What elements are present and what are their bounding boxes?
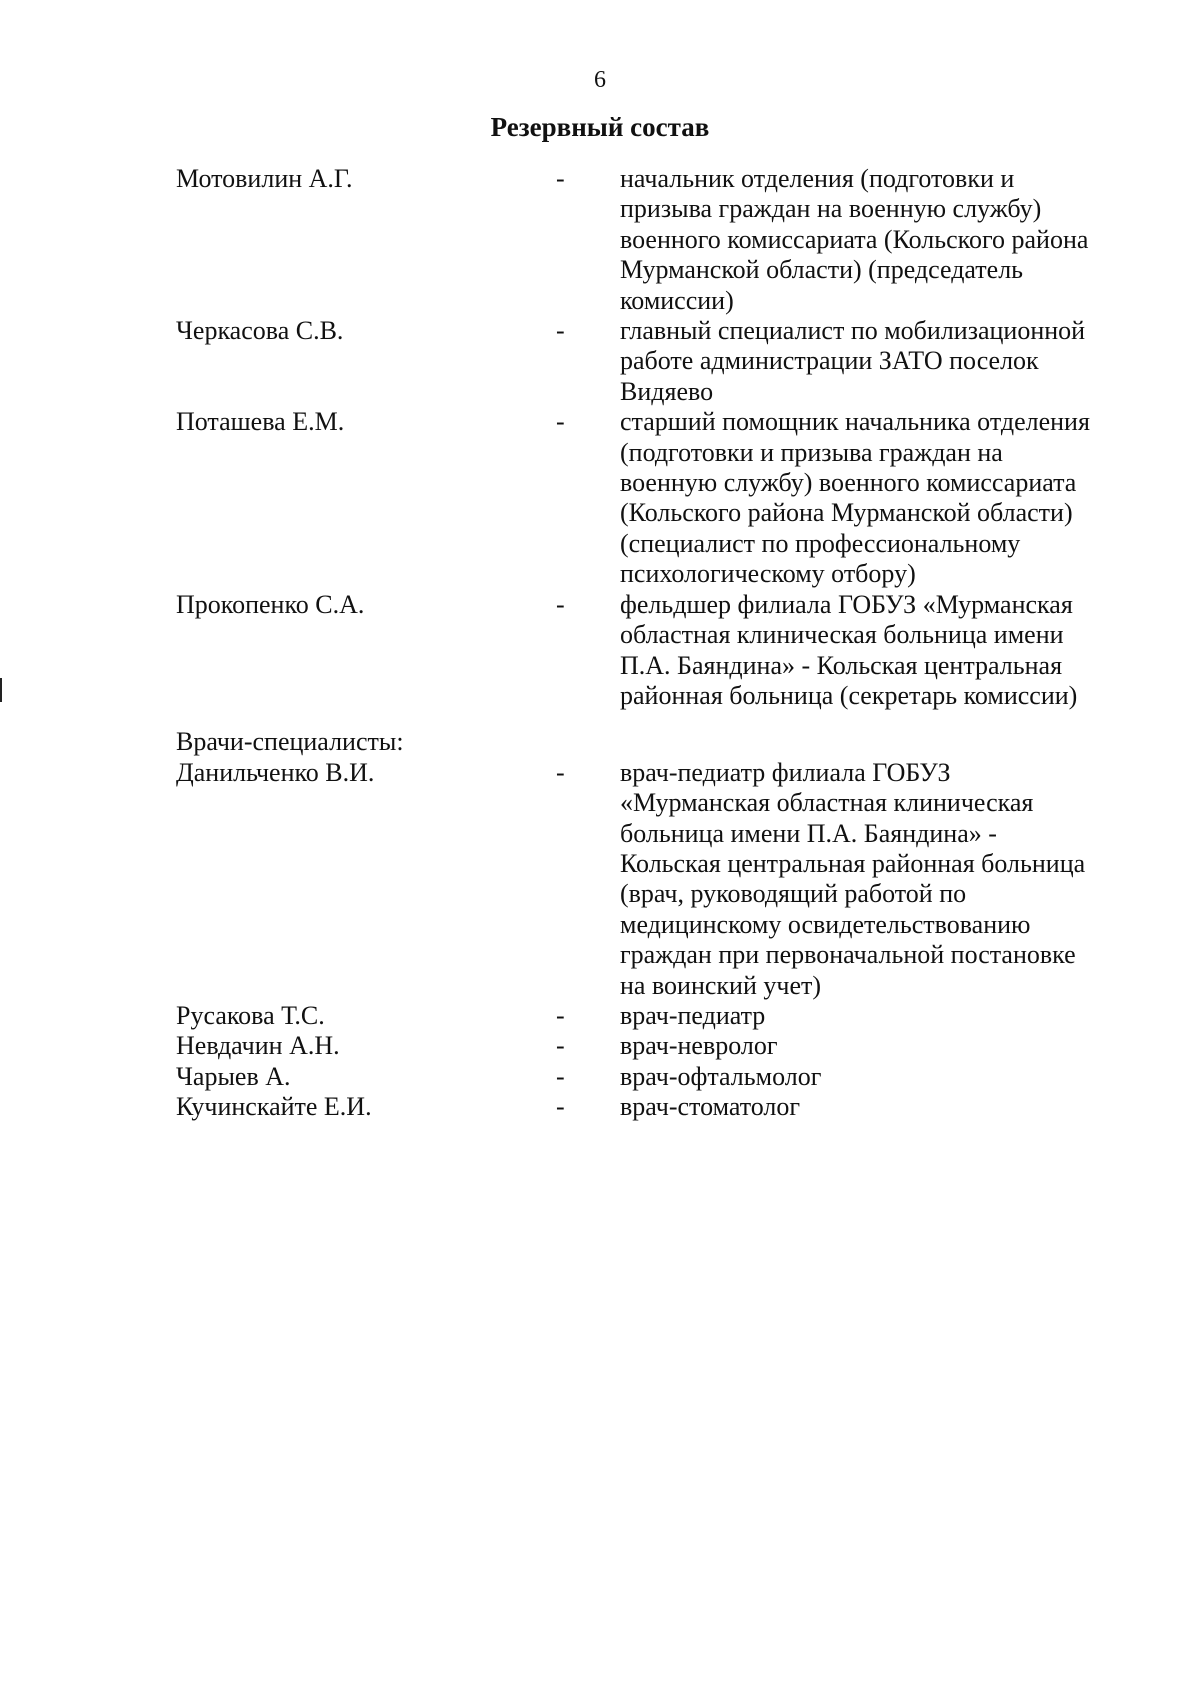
- doctor-description: [620, 1092, 1140, 1122]
- description-line: (подготовки и призыва граждан на: [620, 437, 1003, 467]
- description-line: (специалист по профессиональному: [620, 528, 1021, 558]
- description-line: Видяево: [620, 376, 714, 406]
- description-line: врач-стоматолог: [620, 1092, 801, 1122]
- doctor-row: [0, 1092, 1200, 1122]
- doctor-name: Кучинскайте Е.И.: [176, 1092, 372, 1122]
- member-name: Прокопенко С.А.: [176, 589, 365, 619]
- description-line: врач-педиатр: [620, 1000, 766, 1030]
- description-line: комиссии): [620, 285, 734, 315]
- doctor-description: [620, 758, 1140, 1001]
- description-line: Кольская центральная районная больница: [620, 848, 1086, 878]
- description-line: (Кольского района Мурманской области): [620, 498, 1073, 528]
- doctor-name: Невдачин А.Н.: [176, 1031, 340, 1061]
- member-name: Мотовилин А.Г.: [176, 164, 353, 193]
- description-line: начальник отделения (подготовки и: [620, 164, 1015, 193]
- description-line: военную службу) военного комиссариата: [620, 468, 1077, 498]
- member-dash: -: [556, 407, 565, 437]
- doctor-description: [620, 1031, 1140, 1061]
- description-line: старший помощник начальника отделения: [620, 407, 1090, 437]
- description-line: медицинскому освидетельствованию: [620, 909, 1031, 939]
- doctor-dash: -: [556, 1000, 565, 1030]
- description-line: главный специалист по мобилизационной: [620, 316, 1086, 346]
- description-line: на воинский учет): [620, 970, 822, 1000]
- description-line: П.А. Баяндина» - Кольская центральная: [620, 650, 1063, 680]
- doctor-name: Чарыев А.: [176, 1061, 291, 1091]
- description-line: больница имени П.А. Баяндина» -: [620, 818, 997, 848]
- doctor-dash: -: [556, 757, 565, 787]
- doctor-dash: -: [556, 1031, 565, 1061]
- description-line: Мурманской области) (председатель: [620, 255, 1024, 285]
- doctor-dash: -: [556, 1092, 565, 1122]
- doctor-row: [0, 1031, 1200, 1061]
- page-title: Резервный состав: [490, 112, 710, 142]
- member-dash: -: [556, 589, 565, 619]
- doctor-row: [0, 758, 1200, 1001]
- description-line: (врач, руководящий работой по: [620, 879, 967, 909]
- member-description: [620, 316, 1140, 407]
- description-line: районная больница (секретарь комиссии): [620, 680, 1078, 710]
- member-row: [0, 407, 1200, 589]
- member-dash: -: [556, 164, 565, 193]
- scan-edge-mark: [0, 678, 2, 702]
- description-line: врач-педиатр филиала ГОБУЗ: [620, 757, 951, 787]
- member-row: [0, 590, 1200, 712]
- member-row: [0, 316, 1200, 407]
- doctors-heading-row: [0, 727, 1200, 757]
- description-line: военного комиссариата (Кольского района: [620, 224, 1089, 254]
- description-line: фельдшер филиала ГОБУЗ «Мурманская: [620, 589, 1073, 619]
- member-description: [620, 407, 1140, 589]
- doctors-heading: Врачи-специалисты:: [176, 727, 404, 757]
- doctor-dash: -: [556, 1061, 565, 1091]
- description-line: врач-невролог: [620, 1031, 778, 1061]
- member-dash: -: [556, 316, 565, 346]
- member-description: [620, 164, 1140, 316]
- description-line: психологическому отбору): [620, 559, 916, 589]
- member-description: [620, 590, 1140, 712]
- members-list: [0, 164, 1200, 1123]
- description-line: областная клиническая больница имени: [620, 620, 1064, 650]
- member-name: Поташева Е.М.: [176, 407, 345, 437]
- description-line: врач-офтальмолог: [620, 1061, 822, 1091]
- description-line: работе администрации ЗАТО поселок: [620, 346, 1039, 376]
- doctor-name: Данильченко В.И.: [176, 757, 375, 787]
- member-row: [0, 164, 1200, 316]
- page-number: 6: [594, 67, 606, 93]
- member-name: Черкасова С.В.: [176, 316, 344, 346]
- description-line: призыва граждан на военную службу): [620, 194, 1042, 224]
- doctor-name: Русакова Т.С.: [176, 1000, 325, 1030]
- description-line: граждан при первоначальной постановке: [620, 940, 1076, 970]
- doctor-row: [0, 1062, 1200, 1092]
- description-line: «Мурманская областная клиническая: [620, 788, 1034, 818]
- doctor-description: [620, 1001, 1140, 1031]
- doctor-description: [620, 1062, 1140, 1092]
- doctor-row: [0, 1001, 1200, 1031]
